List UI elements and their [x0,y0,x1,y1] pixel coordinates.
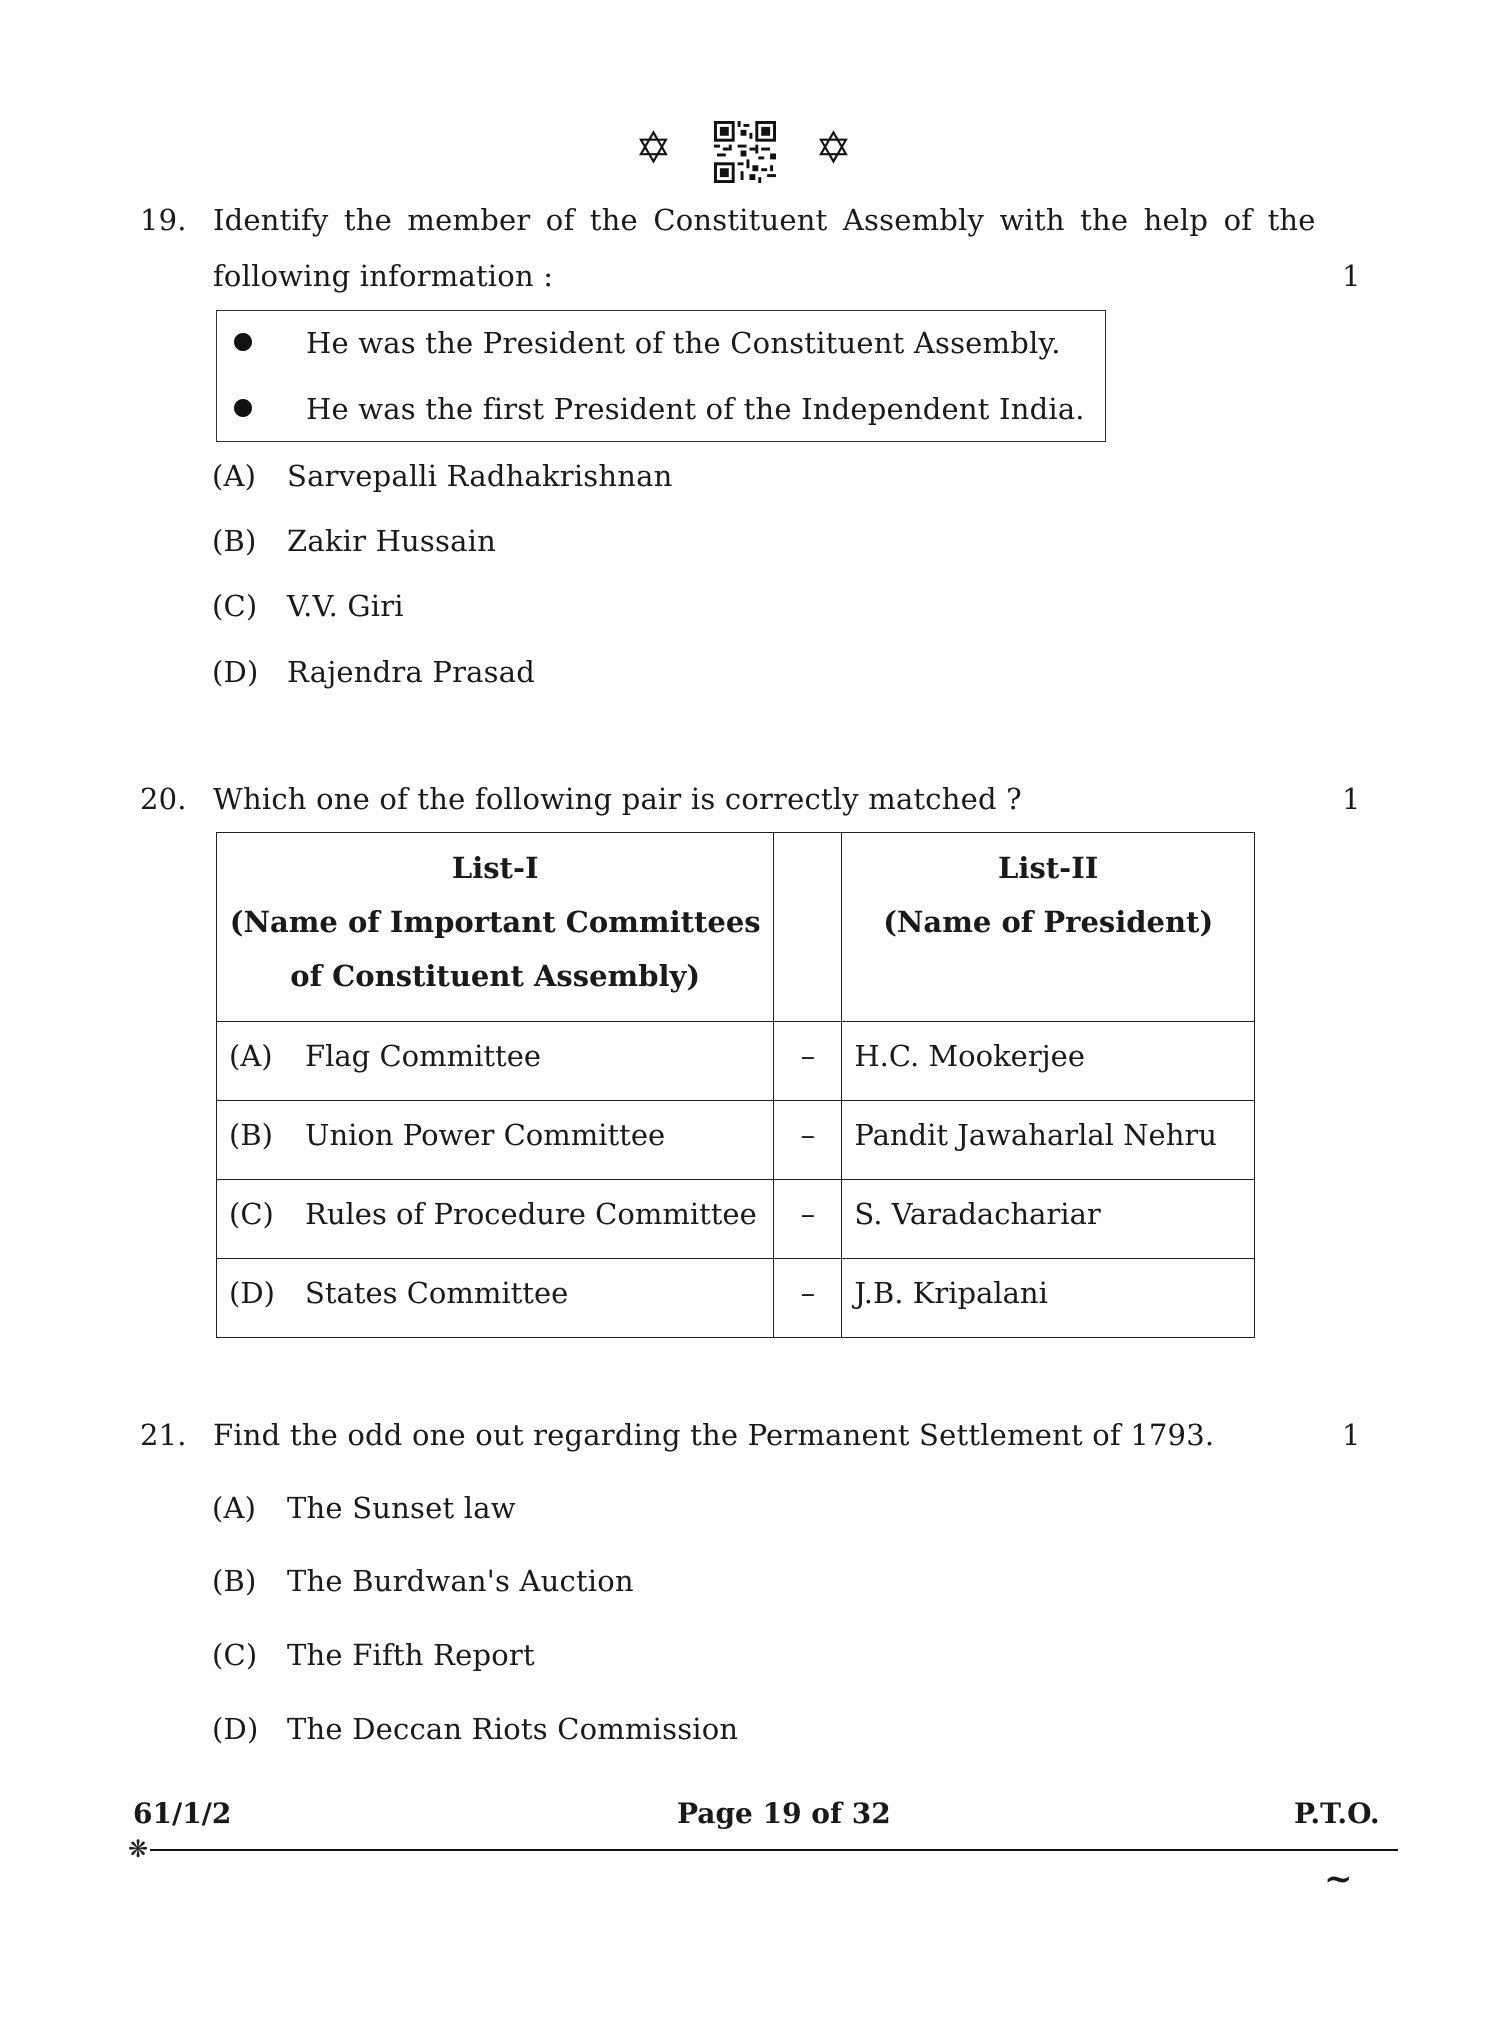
list2-subtitle: (Name of President) [883,905,1214,939]
row-label: (D) [229,1276,275,1310]
list1-title: List-I [451,851,539,885]
qr-code-icon [714,121,776,183]
option-label: (A) [212,1491,257,1525]
dash-separator: – [800,1276,816,1310]
marks: 1 [1342,259,1361,293]
star-of-david-icon-left: ✡ [635,123,672,174]
table-header-row [217,833,1255,1022]
president-name: J.B. Kripalani [854,1276,1048,1310]
option-text: V.V. Giri [287,589,404,623]
list2-header [842,833,1255,1022]
row-label: (C) [229,1197,274,1231]
option-label: (C) [212,589,258,623]
question-text: Find the odd one out regarding the Permanent Settlement of 1793. [213,1418,1215,1452]
star-of-david-icon-right: ✡ [815,123,852,174]
dash-separator: – [800,1118,816,1152]
list1-header [217,833,774,1022]
president-name: Pandit Jawaharlal Nehru [854,1118,1217,1152]
marks: 1 [1342,782,1361,816]
info-bullet-1: He was the President of the Constituent Assembly. [306,326,1061,360]
committee-name: States Committee [305,1276,569,1310]
dash-separator: – [800,1039,816,1073]
president-name: H.C. Mookerjee [854,1039,1086,1073]
option-text: The Fifth Report [287,1638,535,1672]
option-label: (B) [212,524,257,558]
question-text-line1: Identify the member of the Constituent Assembly with the help of the [213,203,1316,237]
pto-label: P.T.O. [1294,1797,1380,1830]
committee-name: Rules of Procedure Committee [305,1197,757,1231]
list1-subtitle-line2: of Constituent Assembly) [290,959,701,993]
question-number: 21. [140,1418,187,1452]
bullet-icon [234,333,252,351]
committee-name: Union Power Committee [305,1118,666,1152]
option-text: The Burdwan's Auction [287,1564,634,1598]
question-text-line2: following information : [213,259,554,293]
match-table [216,832,1255,1338]
list1-subtitle-line1: (Name of Important Committees [229,905,761,939]
info-bullet-2: He was the first President of the Independent India. [306,392,1085,426]
row-label: (A) [229,1039,273,1073]
option-text: Rajendra Prasad [287,655,535,689]
page-number: Page 19 of 32 [677,1797,891,1830]
marks: 1 [1342,1418,1361,1452]
president-name: S. Varadachariar [854,1197,1101,1231]
option-label: (B) [212,1564,257,1598]
option-label: (C) [212,1638,258,1672]
table-row [217,1022,1255,1101]
option-text: Zakir Hussain [287,524,496,558]
separator-header [774,833,842,1022]
row-label: (B) [229,1118,273,1152]
committee-name: Flag Committee [305,1039,542,1073]
flower-ornament-icon: ❋ [128,1835,149,1863]
option-text: The Sunset law [287,1491,516,1525]
question-number: 20. [140,782,187,816]
option-label: (A) [212,459,257,493]
option-text: Sarvepalli Radhakrishnan [287,459,673,493]
list2-title: List-II [998,851,1099,885]
option-label: (D) [212,655,259,689]
table-row [217,1259,1255,1338]
dash-separator: – [800,1197,816,1231]
bullet-icon [234,399,252,417]
question-text: Which one of the following pair is correctly matched ? [213,782,1022,816]
option-label: (D) [212,1712,259,1746]
table-row [217,1101,1255,1180]
tilde-mark: ~ [1324,1859,1353,1899]
table-row [217,1180,1255,1259]
option-text: The Deccan Riots Commission [287,1712,739,1746]
footer-divider [150,1849,1398,1851]
paper-code: 61/1/2 [133,1797,232,1830]
question-number: 19. [140,203,187,237]
